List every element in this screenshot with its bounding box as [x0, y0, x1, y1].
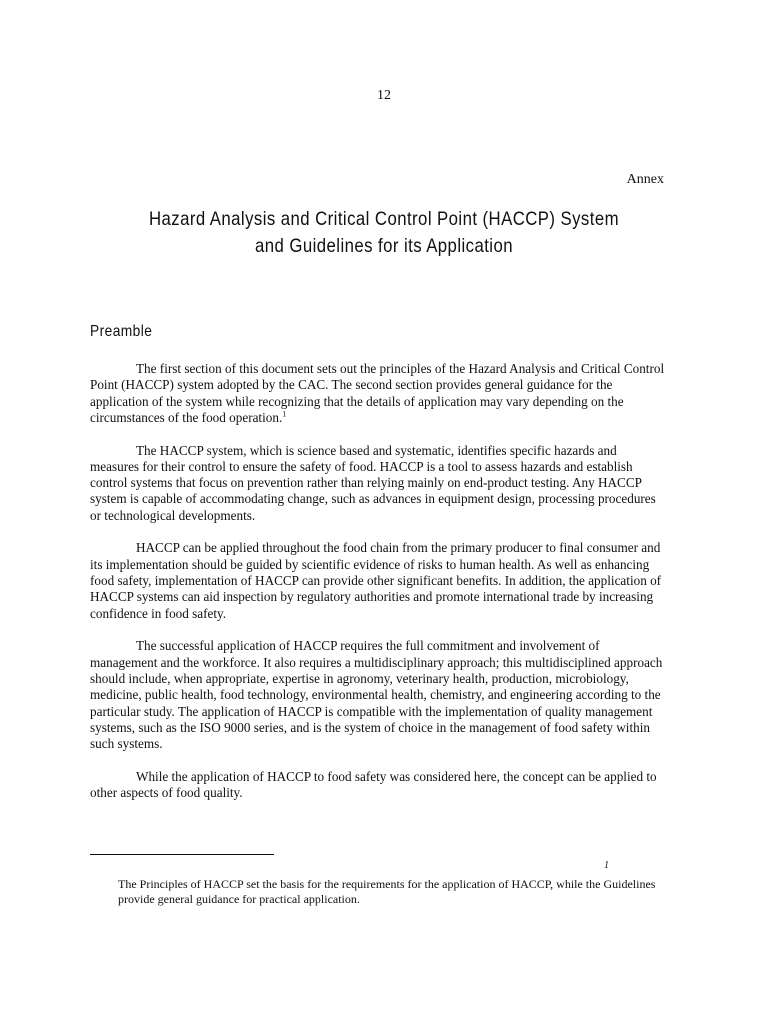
footnote-text: The Principles of HACCP set the basis for the requirements for the application of HACCP, while the Guidelines provide general guidance for practical application.: [118, 877, 656, 906]
footnote-divider: [90, 854, 274, 855]
paragraph-1-text: The first section of this document sets out the principles of the Hazard Analysis and Critical Control Point (HACCP) system adopted by the CAC. The second section provides general guidance for the application of the system while recognizing that the details of application may vary depending on the circumstances of the food operation.: [90, 361, 665, 425]
title-line-2: and Guidelines for its Application: [255, 235, 513, 257]
title-line-1: Hazard Analysis and Critical Control Point (HACCP) System: [148, 208, 619, 230]
preamble-body: [90, 361, 668, 818]
section-heading-preamble: Preamble: [90, 323, 153, 340]
paragraph-2: The HACCP system, which is science based and systematic, identifies specific hazards and measures for their control to ensure the safety of food. HACCP is a tool to assess hazards and establish control systems that focus on prevention rather than relying mainly on end-product testing. Any HACCP system is capable of accommodating change, such as advances in equipment design, processing procedures or technological developments.: [90, 442, 656, 523]
paragraph-3: HACCP can be applied throughout the food chain from the primary producer to final consumer and its implementation should be guided by scientific evidence of risks to human health. As well as enhancing food safety, implementation of HACCP can provide other significant benefits. In addition, the application of HACCP systems can aid inspection by regulatory authorities and promote international trade by increasing confidence in food safety.: [90, 540, 662, 621]
paragraph-5: While the application of HACCP to food safety was considered here, the concept can be applied to other aspects of food quality.: [90, 768, 657, 801]
paragraph-4: The successful application of HACCP requires the full commitment and involvement of management and the workforce. It also requires a multidisciplinary approach; this multidisciplined approach should include, when appropriate, expertise in agronomy, veterinary health, production, microbiology, medicine, public health, food technology, environmental health, chemistry, and engineering according to the particular study. The application of HACCP is compatible with the implementation of quality management systems, such as the ISO 9000 series, and is the system of choice in the management of food safety within such systems.: [90, 638, 663, 752]
footnote-marker: 1: [604, 860, 609, 871]
document-title: [131, 206, 637, 260]
paragraph-1: [90, 361, 668, 426]
page-number: 12: [377, 88, 391, 103]
footnote-reference: 1: [282, 409, 287, 419]
annex-label: Annex: [626, 172, 664, 187]
